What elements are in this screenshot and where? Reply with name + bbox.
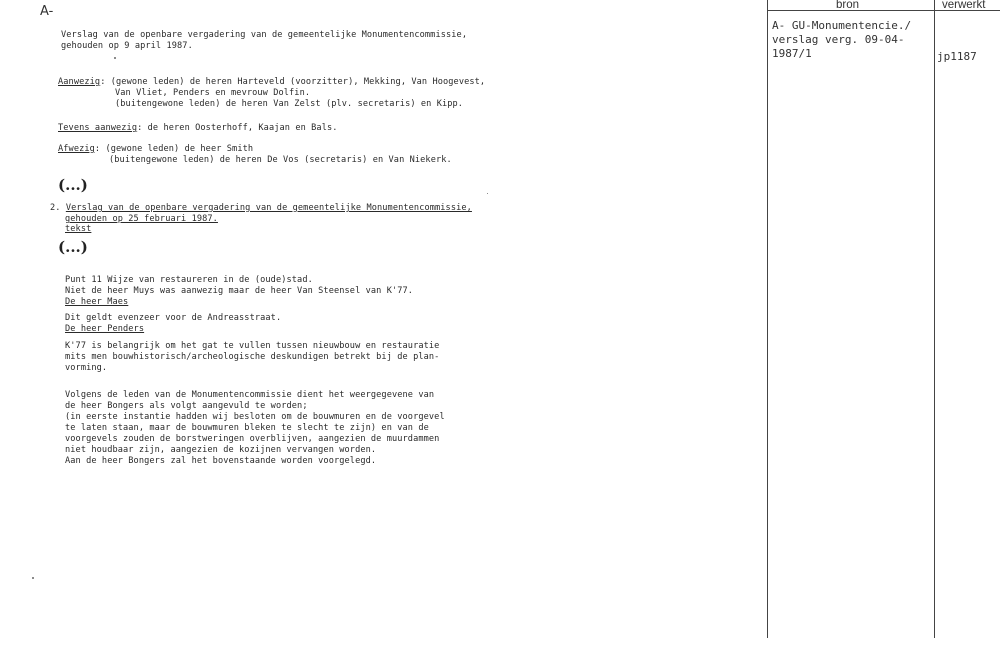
absent-line-2: (buitengewone leden) de heren De Vos (secretaris) en Van Niekerk. (109, 155, 452, 165)
item-2-number: 2. (50, 203, 61, 213)
body-p3-line-2: mits men bouwhistorisch/archeologische deskundigen betrekt bij de plan- (65, 352, 440, 362)
scan-speck (487, 193, 488, 194)
body-p3-line-3: vorming. (65, 363, 108, 373)
absent-label: Afwezig (58, 144, 95, 154)
absent-line-1 (58, 144, 253, 155)
present-line-3: (buitengewone leden) de heren Van Zelst (plv. secretaris) en Kipp. (115, 99, 464, 109)
also-present-line (58, 123, 338, 134)
speaker-penders: De heer Penders (65, 324, 145, 334)
ellipsis-mark-2: (...) (58, 238, 88, 256)
report-title-line-2: gehouden op 9 april 1987. (61, 41, 193, 51)
source-line-2: verslag verg. 09-04- (772, 33, 905, 46)
verwerkt-column-divider (934, 0, 935, 638)
item-2-line-1 (50, 203, 472, 214)
report-title-line-1: Verslag van de openbare vergadering van de gemeentelijke Monumentencommissie, (61, 30, 468, 40)
scan-speck (32, 577, 34, 579)
item-2-tekst: tekst (65, 224, 92, 234)
body-p4-line-2: de heer Bongers als volgt aangevuld te worden; (65, 401, 308, 411)
source-line-1: A- GU-Monumentencie./ (772, 19, 912, 32)
body-p3-line-1: K'77 is belangrijk om het gat te vullen tussen nieuwbouw en restauratie (65, 341, 440, 351)
present-line-1 (58, 77, 485, 88)
item-2-title: Verslag van de openbare vergadering van de gemeentelijke Monumentencommissie, (65, 203, 472, 213)
body-p4-line-7: Aan de heer Bongers zal het bovenstaande worden voorgelegd. (65, 456, 377, 466)
speaker-maes: De heer Maes (65, 297, 129, 307)
verwerkt-header: verwerkt (942, 0, 986, 11)
body-p1-line-2: Niet de heer Muys was aanwezig maar de heer Van Steensel van K'77. (65, 286, 414, 296)
body-p4-line-6: niet houdbaar zijn, aangezien de kozijnen vervangen worden. (65, 445, 377, 455)
also-present-label: Tevens aanwezig (58, 123, 138, 133)
bron-column-divider (767, 0, 768, 638)
body-p4-line-3: (in eerste instantie hadden wij besloten om de bouwmuren en de voorgevel (65, 412, 445, 422)
item-2-line-2: gehouden op 25 februari 1987. (65, 214, 218, 224)
present-label: Aanwezig (58, 77, 101, 87)
present-line-2: Van Vliet, Penders en mevrouw Dolfin. (115, 88, 311, 98)
source-line-3: 1987/1 (772, 47, 812, 60)
margin-mark: A- (40, 4, 54, 19)
bron-header: bron (836, 0, 860, 11)
body-p4-line-5: voorgevels zouden de borstweringen overblijven, aangezien de muurdammen (65, 434, 440, 444)
also-present-text: : de heren Oosterhoff, Kaajan en Bals. (137, 123, 338, 133)
absent-text: : (gewone leden) de heer Smith (94, 144, 254, 154)
body-p4-line-1: Volgens de leden van de Monumentencommissie dient het weergegevene van (65, 390, 435, 400)
scan-speck (114, 57, 116, 59)
body-p2: Dit geldt evenzeer voor de Andreasstraat. (65, 313, 282, 323)
body-p4-line-4: te laten staan, maar de bouwmuren bleken te slecht te zijn) en van de (65, 423, 429, 433)
processed-code: jp1187 (937, 50, 977, 63)
ellipsis-mark-1: (...) (58, 176, 88, 194)
present-text: : (gewone leden) de heren Harteveld (voorzitter), Mekking, Van Hoogevest, (100, 77, 486, 87)
body-p1-line-1: Punt 11 Wijze van restaureren in de (oude)stad. (65, 275, 313, 285)
